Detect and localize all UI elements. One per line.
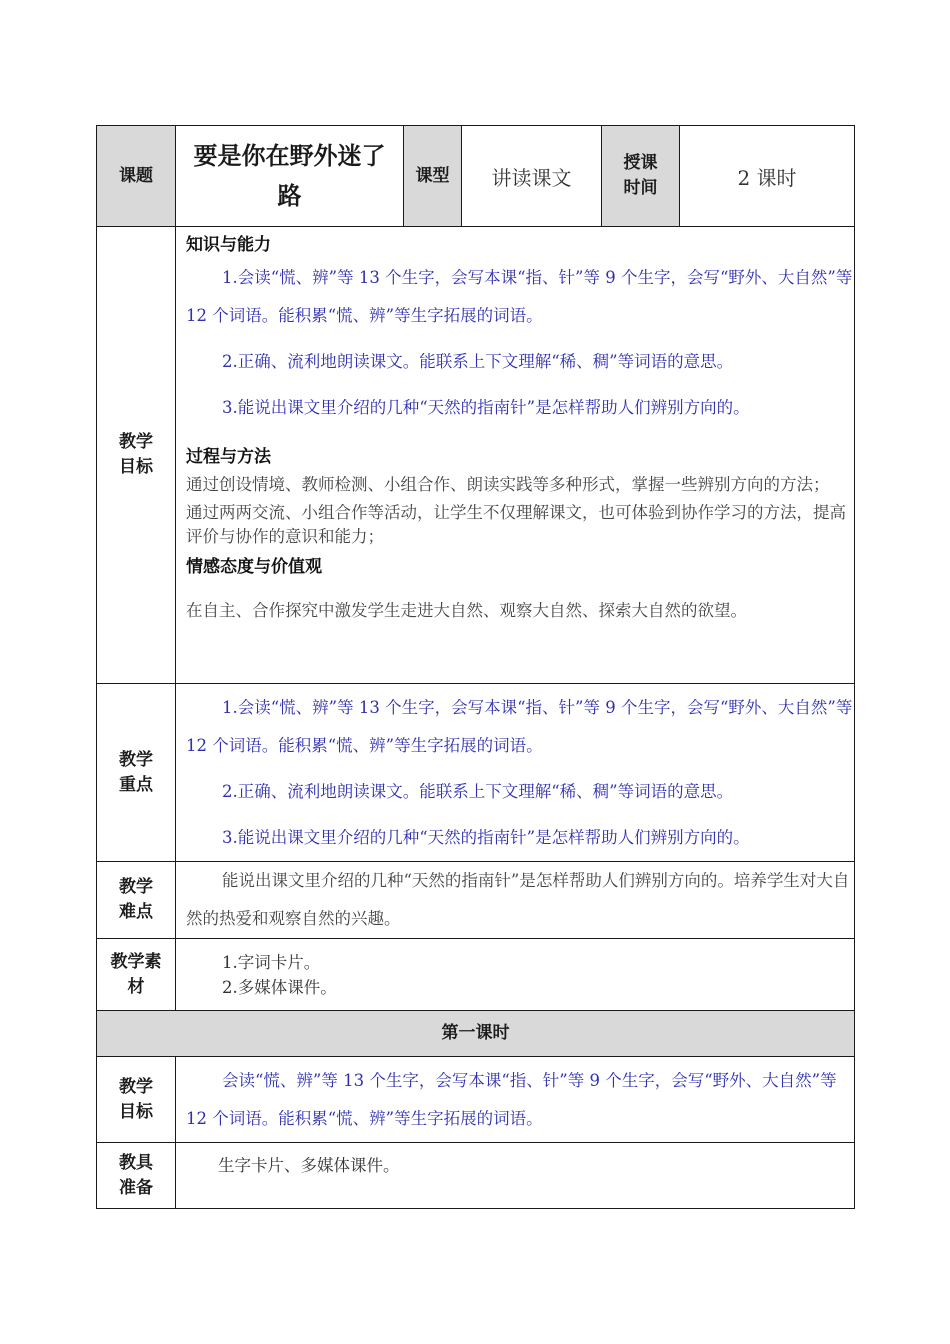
key-points-content xyxy=(176,684,855,862)
objectives-row xyxy=(97,227,855,684)
difficulties-label: 教学难点 xyxy=(97,862,176,939)
topic-label: 课题 xyxy=(97,126,176,227)
process-heading: 过程与方法 xyxy=(186,447,271,467)
material-item: 2.多媒体课件。 xyxy=(222,977,337,997)
materials-content xyxy=(176,939,855,1011)
time-value: 2 课时 xyxy=(680,126,855,227)
objectives-label: 教学目标 xyxy=(97,227,176,684)
knowledge-item: 1.会读“慌、辨”等 13 个生字，会写本课“指、针”等 9 个生字，会写“野外、大自然”等 12 个词语。能积累“慌、辨”等生字拓展的词语。 xyxy=(186,268,853,325)
emotion-text: 在自主、合作探究中激发学生走进大自然、观察大自然、探索大自然的欲望。 xyxy=(186,601,747,620)
lesson1-tools-row xyxy=(97,1143,855,1209)
time-label: 授课时间 xyxy=(602,126,680,227)
key-point-item: 3.能说出课文里介绍的几种“天然的指南针”是怎样帮助人们辨别方向的。 xyxy=(222,827,750,847)
key-point-item: 2.正确、流利地朗读课文。能联系上下文理解“稀、稠”等词语的意思。 xyxy=(222,781,734,801)
knowledge-heading: 知识与能力 xyxy=(186,235,271,255)
key-points-row xyxy=(97,684,855,862)
lesson1-goal-label: 教学目标 xyxy=(97,1057,176,1143)
materials-row xyxy=(97,939,855,1011)
lesson1-goal-text: 会读“慌、辨”等 13 个生字，会写本课“指、针”等 9 个生字，会写“野外、大自然”等 12 个词语。能积累“慌、辨”等生字拓展的词语。 xyxy=(186,1070,837,1128)
emotion-heading: 情感态度与价值观 xyxy=(186,557,322,577)
knowledge-item: 3.能说出课文里介绍的几种“天然的指南针”是怎样帮助人们辨别方向的。 xyxy=(222,398,750,417)
materials-label: 教学素材 xyxy=(97,939,176,1011)
knowledge-item: 2.正确、流利地朗读课文。能联系上下文理解“稀、稠”等词语的意思。 xyxy=(222,352,734,371)
type-label: 课型 xyxy=(404,126,462,227)
difficulties-content xyxy=(176,862,855,939)
lesson1-tools-text: 生字卡片、多媒体课件。 xyxy=(218,1156,400,1175)
objectives-content xyxy=(176,227,855,684)
lesson1-tools-content xyxy=(176,1143,855,1209)
lesson1-tools-label: 教具准备 xyxy=(97,1143,176,1209)
topic-value: 要是你在野外迷了路 xyxy=(176,126,404,227)
type-value: 讲读课文 xyxy=(462,126,602,227)
lesson-plan-sheet xyxy=(96,125,854,1209)
header-row xyxy=(97,126,855,227)
lesson1-goal-row xyxy=(97,1057,855,1143)
lesson1-heading: 第一课时 xyxy=(97,1011,855,1057)
process-item: 通过创设情境、教师检测、小组合作、朗读实践等多种形式，掌握一些辨别方向的方法； xyxy=(186,475,830,494)
key-points-label: 教学重点 xyxy=(97,684,176,862)
process-item: 通过两两交流、小组合作等活动，让学生不仅理解课文，也可体验到协作学习的方法，提高评价与协作的意识和能力； xyxy=(186,503,846,546)
lesson1-heading-row xyxy=(97,1011,855,1057)
lesson1-goal-content xyxy=(176,1057,855,1143)
material-item: 1.字词卡片。 xyxy=(222,952,321,972)
lesson-plan-table xyxy=(96,125,855,1209)
key-point-item: 1.会读“慌、辨”等 13 个生字，会写本课“指、针”等 9 个生字，会写“野外、大自然”等 12 个词语。能积累“慌、辨”等生字拓展的词语。 xyxy=(186,697,853,755)
difficulties-text: 能说出课文里介绍的几种“天然的指南针”是怎样帮助人们辨别方向的。培养学生对大自然的热爱和观察自然的兴趣。 xyxy=(186,871,850,928)
difficulties-row xyxy=(97,862,855,939)
